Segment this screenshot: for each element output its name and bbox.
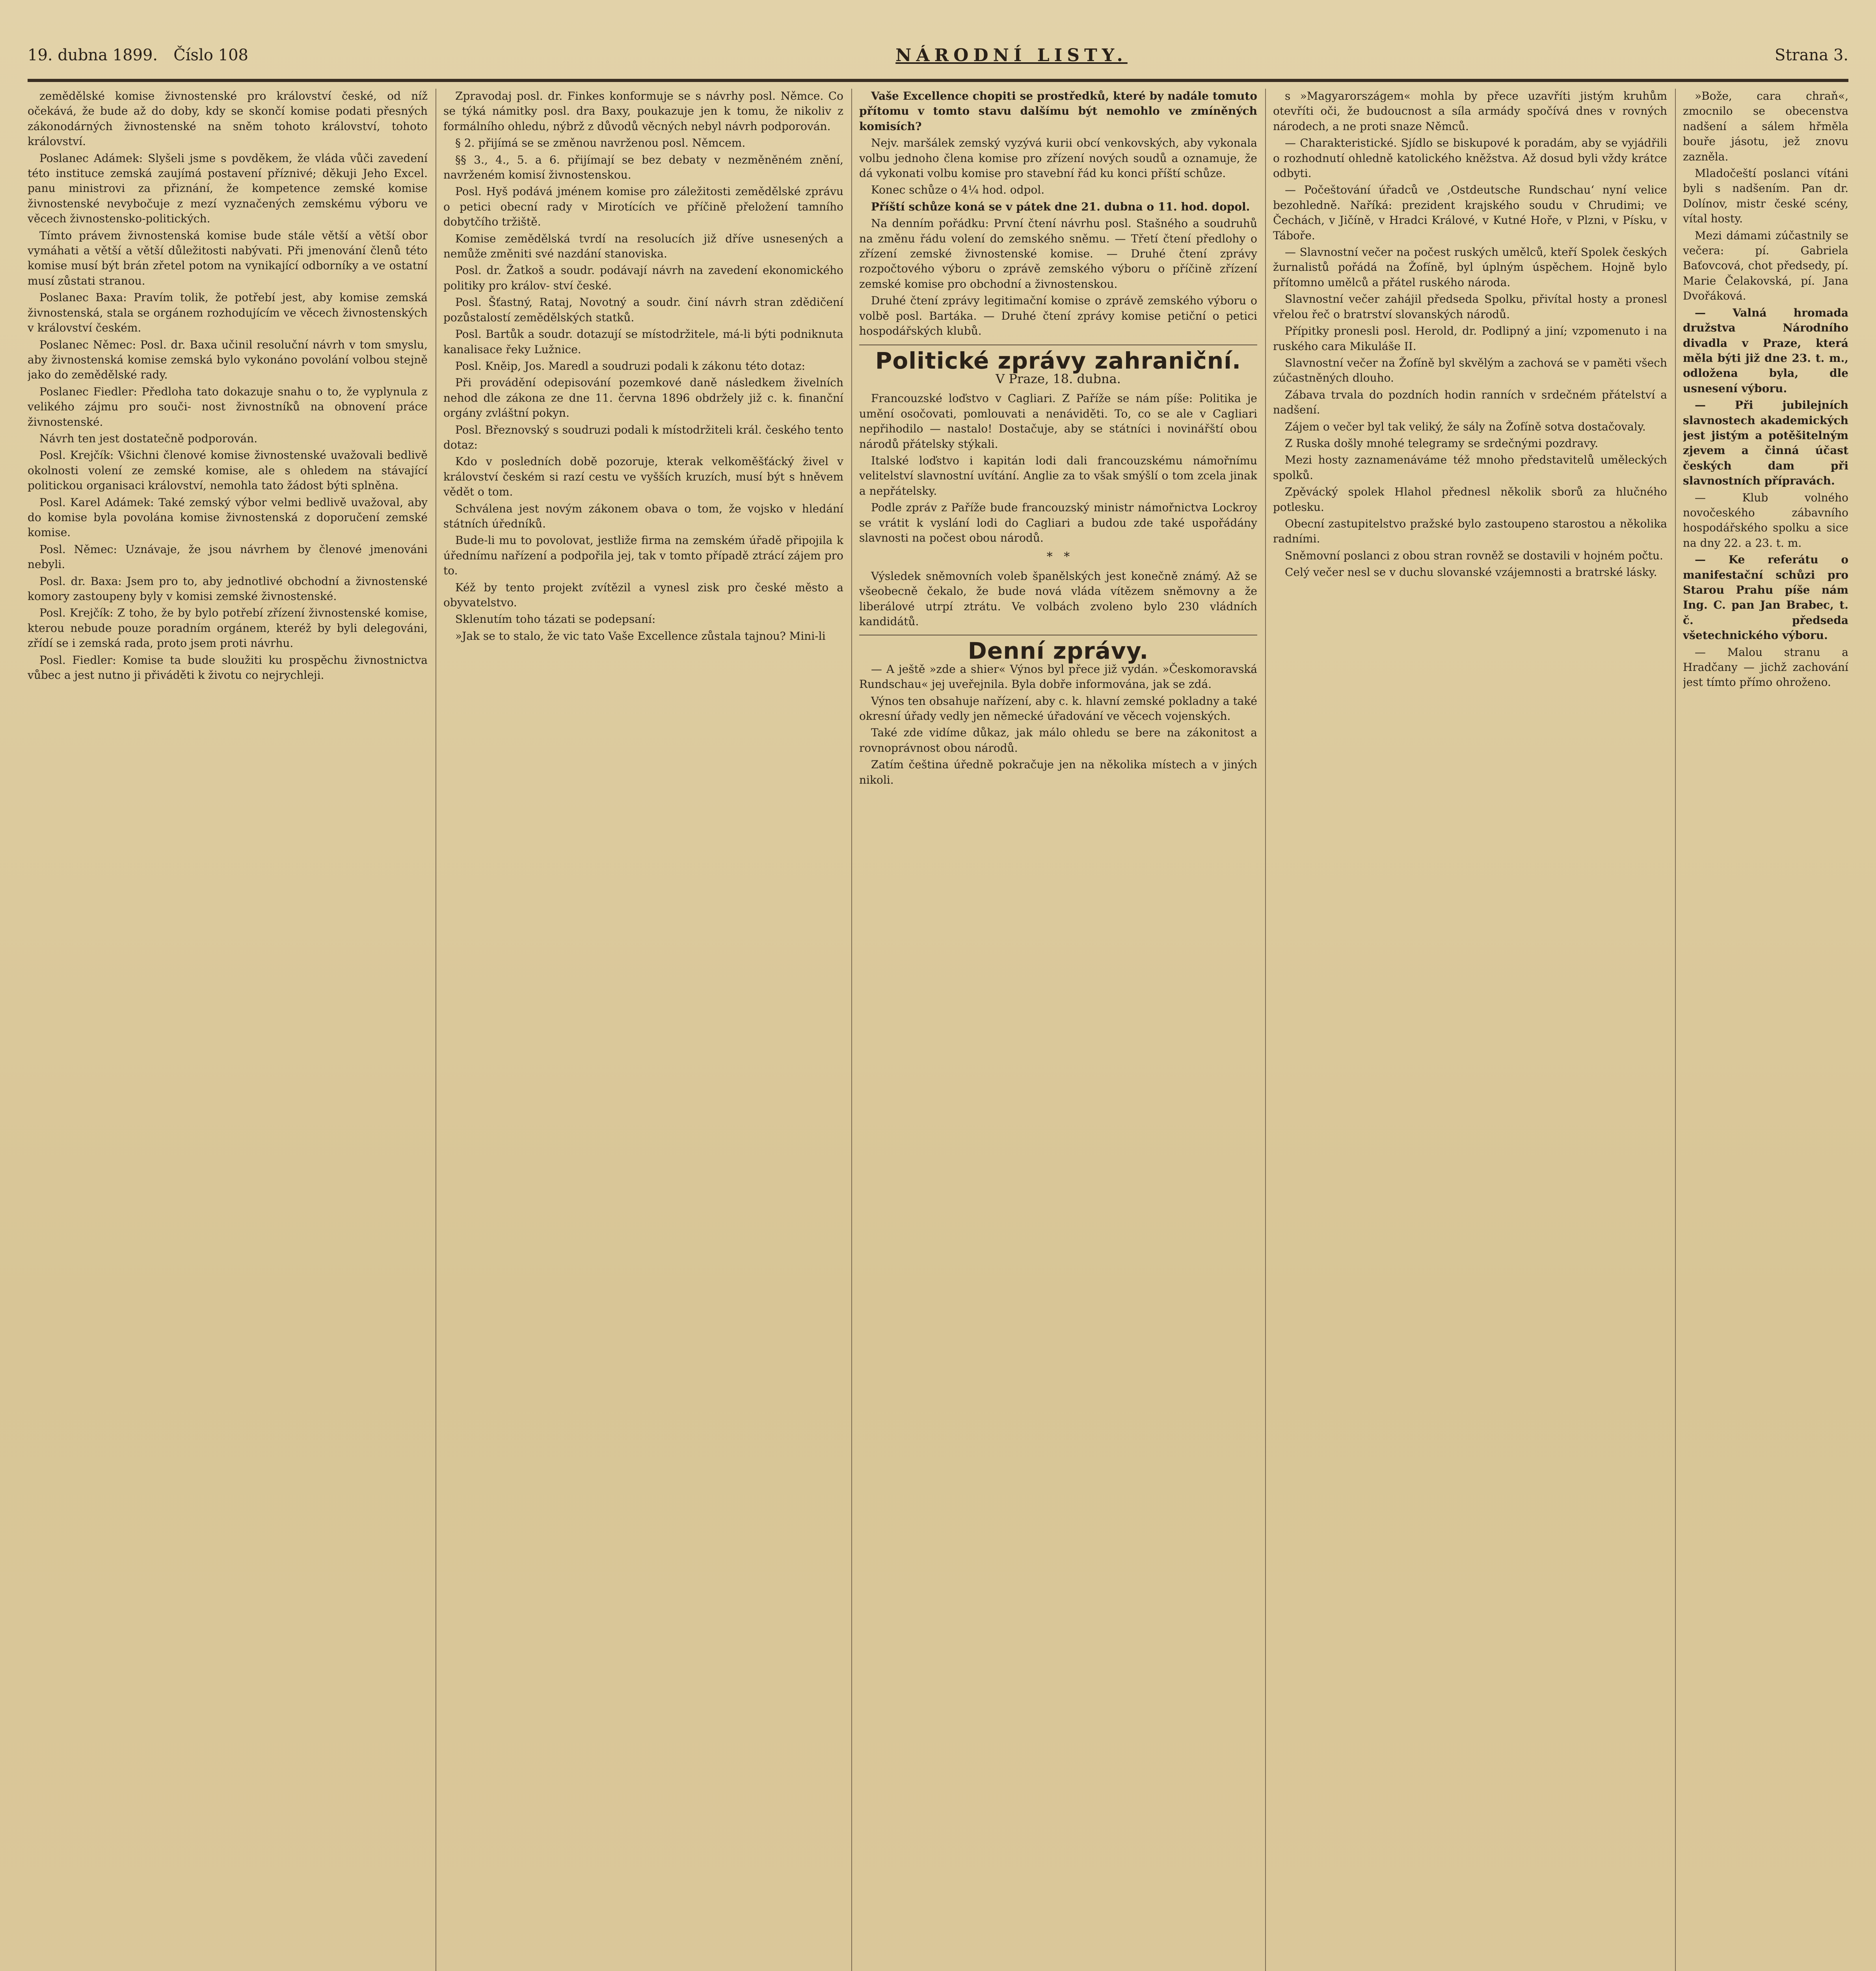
paragraph: Obecní zastupitelstvo pražské bylo zastoupeno starostou a několika radními.: [1273, 517, 1667, 546]
paragraph: zemědělské komise živnostenské pro království české, od níž očekává, že bude až do doby, kdy se skončí komise podati přesných zákonodárných živnostenské na sněm tohoto království, tohoto království.: [28, 89, 428, 148]
paragraph: Nejv. maršálek zemský vyzývá kurii obcí venkovských, aby vykonala volbu jednoho člena komise pro zřízení nových soudů a oznamuje, že dá vykonati volbu komise pro stavební řád ku konci příští schůze.: [859, 136, 1257, 180]
paragraph: Poslanec Fiedler: Předloha tato dokazuje snahu o to, že vyplynula z velikého zájmu pro souči- nost živnostníků na obnovení práce živnostenské.: [28, 385, 428, 428]
paragraph: — Počeštování úřadců ve ‚Ostdeutsche Rundschau‘ nyní velice bezohledně. Naříká: prezident krajského soudu v Chrudimi; ve Čechách, v Jičíně, v Hradci Králové, v Kutné Hoře, v Plzni, v Písku, v Táboře.: [1273, 183, 1667, 242]
issue-date: 19. dubna 1899.: [28, 46, 158, 64]
column-1: [28, 89, 428, 1971]
paragraph: Posl. Fiedler: Komise ta bude sloužiti ku prospěchu živnostnictva vůbec a jest nutno ji přiváděti k životu co nejrychleji.: [28, 653, 428, 682]
paragraph: Také zde vidíme důkaz, jak málo ohledu se bere na zákonitost a rovnoprávnost obou národů.: [859, 726, 1257, 754]
paragraph: Přípitky pronesli posl. Herold, dr. Podlipný a jiní; vzpomenuto i na ruského cara Mikuláše II.: [1273, 324, 1667, 353]
paragraph: Konec schůze o 4¼ hod. odpol.: [871, 183, 1045, 197]
paragraph: Slavnostní večer zahájil předseda Spolku, přivítal hosty a pronesl vřelou řeč o bratrství slovanských národů.: [1273, 292, 1667, 321]
paragraph: Posl. Bartůk a soudr. dotazují se místodržitele, má-li býti podniknuta kanalisace řeky Lužnice.: [443, 328, 843, 356]
paragraph: Výsledek sněmovních voleb španělských jest konečně známý. Až se všeobecně čekalo, že bude nová vláda vítězem sněmovny a že liberálové utrpí ztrátu. Ve volbách zvoleno bylo 230 vládních kandidátů.: [859, 569, 1257, 628]
column-2: [443, 89, 843, 1971]
paragraph: Posl. Krejčík: Z toho, že by bylo potřebí zřízení živnostenské komise, kterou nebude pouze poradním orgánem, kteréž by byli delegováni, zřídí se i zemská rada, proto jsem proti návrhu.: [28, 606, 428, 650]
paragraph: Posl. Hyš podává jménem komise pro záležitosti zemědělské zprávu o petici obecní rady v Mirotících ve příčině přeložení tamního dobytčího tržiště.: [443, 185, 843, 229]
paragraph: Z Ruska došly mnohé telegramy se srdečnými pozdravy.: [1285, 436, 1599, 450]
section-heading-politics: Politické zprávy zahraniční.: [875, 347, 1241, 374]
paragraph: Schválena jest novým zákonem obava o tom, že vojsko v hledání státních úředníků.: [443, 502, 843, 530]
paragraph: — Při jubilejních slavnostech akademických jest jistým a potěšitelným zjevem a činná účast českých dam při slavnostních přípravách.: [1683, 399, 1848, 488]
paragraph: Posl. Šťastný, Rataj, Novotný a soudr. činí návrh stran zdědičení pozůstalostí zemědělských statků.: [443, 296, 843, 324]
article-columns: [28, 89, 1848, 1971]
header-rule: [28, 79, 1848, 82]
paragraph: Slavnostní večer na Žofíně byl skvělým a zachová se v paměti všech zúčastněných dlouho.: [1273, 356, 1667, 385]
paragraph: Sklenutím toho tázati se podepsaní:: [455, 613, 656, 626]
paragraph: Posl. Němec: Uznávaje, že jsou návrhem by členové jmenováni nebyli.: [28, 542, 428, 571]
paragraph: Komise zemědělská tvrdí na resolucích již dříve usnesených a nemůže změniti své nazdání stanoviska.: [443, 232, 843, 261]
paragraph: Mezi dámami zúčastnily se večera: pí. Gabriela Baťovcová, chot předsedy, pí. Marie Čelakovská, pí. Jana Dvořáková.: [1683, 229, 1848, 303]
paragraph: — Slavnostní večer na počest ruských umělců, kteří Spolek českých žurnalistů pořádá na Žofíně, byl úplným úspěchem. Hojně bylo přítomno umělců a přátel ruského národa.: [1273, 246, 1667, 289]
paragraph: Poslanec Baxa: Pravím tolik, že potřebí jest, aby komise zemská živnostenská, stala se orgánem rozhodujícím ve věcech živnostenských v království českém.: [28, 291, 428, 335]
paragraph: § 2. přijímá se se změnou navrženou posl. Němcem.: [455, 136, 746, 150]
paragraph: Kéž by tento projekt zvítězil a vynesl zisk pro české město a obyvatelstvo.: [443, 581, 843, 609]
paragraph: Návrh ten jest dostatečně podporován.: [39, 432, 258, 445]
paragraph: — Charakteristické. Sjídlo se biskupové k poradám, aby se vyjádřili o rozhodnutí ohledně katolického kněžstva. Až dosud byli vždy krátce odbyti.: [1273, 136, 1667, 180]
paragraph: s »Magyarországem« mohla by přece uzavříti jistým kruhům otevříti oči, že budoucnost a síla armády spočívá dnes v rovných národech, a ne proti snaze Němců.: [1273, 89, 1667, 133]
paragraph: Posl. Krejčík: Všichni členové komise živnostenské uvažovali bedlivě okolnosti volení ze zemské komise, ale s ohledem na stávající politickou organisaci království, nemohla tato žádost býti splněna.: [28, 449, 428, 492]
separator: * *: [1046, 550, 1070, 564]
paragraph: Podle zpráv z Paříže bude francouzský ministr námořnictva Lockroy se vrátit k vyslání lodi do Cagliari a budou zde také uspořádány slavnosti na počest obou národů.: [859, 501, 1257, 544]
dateline: V Praze, 18. dubna.: [996, 371, 1121, 386]
paragraph: Posl. Březnovský s soudruzi podali k místodržiteli král. českého tento dotaz:: [443, 423, 843, 451]
paragraph: Francouzské loďstvo v Cagliari. Z Paříže se nám píše: Politika je umění osočovati, pomlouvati a nenáviděti. To, co se ale v Cagliari nepřihodilo — nastalo! Dostačuje, aby se státníci i novinářští obou národů přátelsky stýkali.: [859, 392, 1257, 451]
paragraph: Zpěvácký spolek Hlahol přednesl několik sborů za hlučného potlesku.: [1273, 485, 1667, 514]
paragraph: Kdo v posledních době pozoruje, kterak velkoměšťácký živel v království českém si razí cestu ve vyšších kruzích, musí být s hněvem vědět o tom.: [443, 455, 843, 499]
column-5: [1683, 89, 1848, 1971]
paragraph: Zpravodaj posl. dr. Finkes konformuje se s návrhy posl. Němce. Co se týká námitky posl. dra Baxy, poukazuje jen k tomu, že nikoliv z formálního ohledu, nýbrž z důvodů věcných nebyl návrh podporován.: [443, 89, 843, 133]
paragraph: — Ke referátu o manifestační schůzi pro Starou Prahu píše nám Ing. C. pan Jan Brabec, t. č. předseda všetechnického výboru.: [1683, 553, 1848, 642]
paragraph: Výnos ten obsahuje nařízení, aby c. k. hlavní zemské pokladny a také okresní úřady vedly jen německé úřadování ve věcech vojenských.: [859, 694, 1257, 723]
paragraph: Celý večer nesl se v duchu slovanské vzájemnosti a bratrské lásky.: [1285, 566, 1657, 579]
paragraph: Druhé čtení zprávy legitimační komise o zprávě zemského výboru o volbě posl. Bartáka. — Druhé čtení zprávy komise petiční o petici hospodářských klubů.: [859, 294, 1257, 338]
paragraph: Zábava trvala do pozdních hodin ranních v srdečném přátelství a nadšení.: [1273, 388, 1667, 417]
paragraph: »Jak se to stalo, že vic tato Vaše Excellence zůstala tajnou? Mini-li: [455, 629, 826, 643]
masthead: [28, 37, 1848, 73]
paragraph: Posl. Kněip, Jos. Maredl a soudruzi podali k zákonu této dotaz:: [455, 359, 806, 373]
paragraph: Italské loďstvo i kapitán lodi dali francouzskému námořnímu velitelství slavnostní uvítání. Anglie za to však smýšlí o tom zcela jinak a nepřátelsky.: [859, 454, 1257, 497]
paragraph: — Klub volného novočeského zábavního hospodářského spolku a sice na dny 22. a 23. t. m.: [1683, 491, 1848, 550]
paragraph: Poslanec Němec: Posl. dr. Baxa učinil resoluční návrh v tom smyslu, aby živnostenská komise zemská bylo vykonáno povolání volbou stejně jako do zemědělské rady.: [28, 338, 428, 382]
paragraph: — A ještě »zde a shier« Výnos byl přece již vydán. »Českomoravská Rundschau« jej uveřejnila. Byla dobře informována, jak se zdá.: [859, 662, 1257, 691]
paragraph: Posl. Karel Adámek: Také zemský výbor velmi bedlivě uvažoval, aby do komise byla povolána komise živnostenská z doporučení zemské komise.: [28, 496, 428, 539]
section-heading-daily-news: Denní zprávy.: [968, 637, 1149, 665]
paragraph: Zájem o večer byl tak veliký, že sály na Žofíně sotva dostačovaly.: [1285, 420, 1646, 433]
newspaper-title: NÁRODNÍ LISTY.: [895, 45, 1128, 65]
paragraph: Vaše Excellence chopiti se prostředků, které by nadále tomuto přítomu v tomto stavu dalšímu být nemohlo ve zmíněných komisích?: [859, 89, 1257, 133]
issue-number: Číslo 108: [173, 46, 249, 64]
paragraph: Mezi hosty zaznamenáváme též mnoho představitelů uměleckých spolků.: [1273, 453, 1667, 482]
column-4: [1273, 89, 1667, 1971]
paragraph: Posl. dr. Baxa: Jsem pro to, aby jednotlivé obchodní a živnostenské komory zastoupeny byly v komisi zemské živnostenské.: [28, 574, 428, 603]
paragraph: Poslanec Adámek: Slyšeli jsme s povděkem, že vláda vůči zavedení této instituce zemská zaujímá postavení příznivé; děkuji Jeho Excel. panu ministrovi za přiznání, že kompetence zemské komise živnostenské nevybočuje z mezí vyznačených zemskému výboru ve věcech živnostensko-politických.: [28, 151, 428, 225]
paragraph: Tímto právem živnostenská komise bude stále větší a větší obor vymáhati a větší a větší důležitosti nabývati. Při jmenování členů této komise musí být brán zřetel potom na vynikající odborníky a ve ostatní musí zůstati stranou.: [28, 229, 428, 287]
paragraph: Bude-li mu to povolovat, jestliže firma na zemském úřadě připojila k úřednímu nařízení a podpořila jej, tak v tomto případě ztrácí zájem pro to.: [443, 534, 843, 578]
page-number: Strana 3.: [1775, 46, 1848, 64]
paragraph: Posl. dr. Žatkoš a soudr. podávají návrh na zavedení ekonomického politiky pro králov- ství české.: [443, 264, 843, 292]
paragraph: — Malou stranu a Hradčany — jichž zachování jest tímto přímo ohroženo.: [1683, 645, 1848, 689]
paragraph: Mladočeští poslanci vítáni byli s nadšením. Pan dr. Dolínov, mistr české scény, vítal hosty.: [1683, 167, 1848, 225]
paragraph: §§ 3., 4., 5. a 6. přijímají se bez debaty v nezměněném znění, navrženém komisí živnostenskou.: [443, 153, 843, 182]
paragraph: Na denním pořádku: První čtení návrhu posl. Stašného a soudruhů na změnu řádu volení do zemského sněmu. — Třetí čtení předlohy o zřízení zemské živnostenské komise. — Druhé čtení zprávy rozpočtového výboru o zprávě zemského výboru o příčině zřízení zemské komise pro obchodní a živnostenskou.: [859, 217, 1257, 291]
column-3: [859, 89, 1257, 1971]
paragraph: Při provádění odepisování pozemkové daně následkem živelních nehod dle zákona ze dne 11. června 1896 obdržely již c. k. finanční orgány zvláštní pokyn.: [443, 376, 843, 420]
paragraph: — Valná hromada družstva Národního divadla v Praze, která měla býti již dne 23. t. m., odložena byla, dle usnesení výboru.: [1683, 306, 1848, 395]
paragraph: Příští schůze koná se v pátek dne 21. dubna o 11. hod. dopol.: [871, 200, 1250, 213]
paragraph: Zatím čeština úředně pokračuje jen na několika místech a v jiných nikoli.: [859, 758, 1257, 786]
paragraph: »Bože, cara chraň«, zmocnilo se obecenstva nadšení a sálem hřměla bouře jásotu, jež znovu zazněla.: [1683, 89, 1848, 163]
paragraph: Sněmovní poslanci z obou stran rovněž se dostavili v hojném počtu.: [1285, 549, 1663, 562]
